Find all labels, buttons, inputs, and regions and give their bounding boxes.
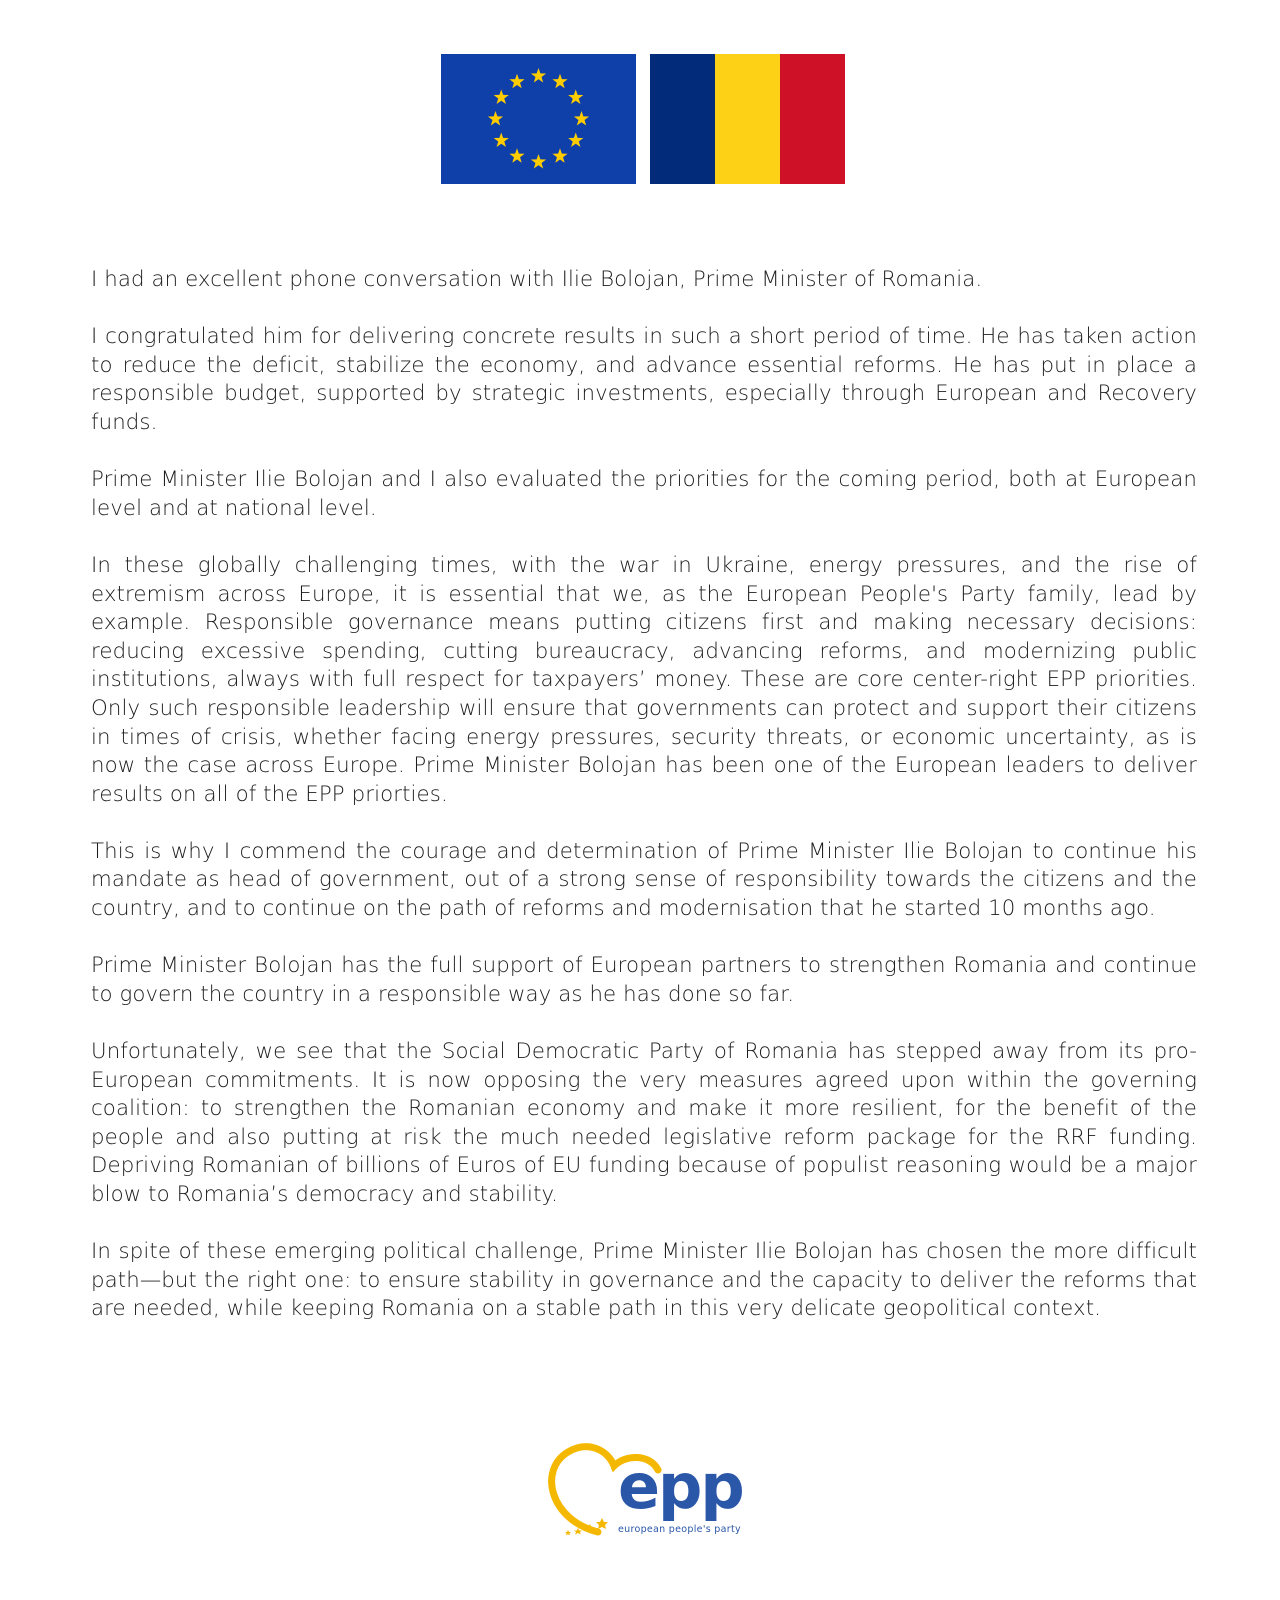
paragraph-priorities: Prime Minister Ilie Bolojan and I also evaluated the priorities for the coming period, both at European level and at national level. xyxy=(91,467,1197,521)
eu-stars xyxy=(441,54,636,184)
eu-star-icon xyxy=(574,111,589,125)
eu-star-icon xyxy=(552,74,567,88)
paragraph-intro: I had an excellent phone conversation with Ilie Bolojan, Prime Minister of Romania. xyxy=(91,267,983,292)
romania-flag-red-stripe xyxy=(780,54,845,184)
romania-flag-yellow-stripe xyxy=(715,54,780,184)
eu-star-icon xyxy=(552,148,567,162)
paragraph-conclusion: In spite of these emerging political challenge, Prime Minister Ilie Bolojan has chosen the more difficult path—but the right one: to ensure stability in governance and the capacity to deliver the reforms that are needed, while keeping Romania on a stable path in this very delicate geopolitical context. xyxy=(91,1239,1197,1322)
epp-logo xyxy=(540,1440,760,1550)
eu-star-icon xyxy=(568,133,583,147)
paragraph-support: Prime Minister Bolojan has the full support of European partners to strengthen Romania and continue to govern the country in a responsible way as he has done so far. xyxy=(91,953,1197,1007)
eu-star-icon xyxy=(531,154,546,168)
paragraph-challenging-times: In these globally challenging times, with the war in Ukraine, energy pressures, and the rise of extremism across Europe, it is essential that we, as the European People's Party family, lead by example. Responsible governance means putting citizens first and making necessary decisions: reducing excessive spending, cutting bureaucracy, advancing reforms, and modernizing public institutions, always with full respect for taxpayers’ money. These are core center-right EPP priorities. Only such responsible leadership will ensure that governments can protect and support their citizens in times of crisis, whether facing energy pressures, security threats, or economic uncertainty, as is now the case across Europe. Prime Minister Bolojan has been one of the European leaders to deliver results on all of the EPP priorties. xyxy=(91,552,1197,807)
eu-star-icon xyxy=(509,148,524,162)
eu-star-icon xyxy=(488,111,503,125)
eu-star-icon xyxy=(568,90,583,104)
paragraph-congratulations: I congratulated him for delivering concrete results in such a short period of time. He has taken action to reduce the deficit, stabilize the economy, and advance essential reforms. He has put in place a responsible budget, supported by strategic investments, especially through European and Recovery funds. xyxy=(91,324,1197,435)
paragraph-psd-criticism: Unfortunately, we see that the Social Democratic Party of Romania has stepped away from its pro-European commitments. It is now opposing the very measures agreed upon within the governing coalition: to strengthen the Romanian economy and make it more resilient, for the benefit of the people and also putting at risk the much needed legislative reform package for the RRF funding. Depriving Romanian of billions of Euros of EU funding because of populist reasoning would be a major blow to Romania’s democracy and stability. xyxy=(91,1039,1197,1207)
eu-star-icon xyxy=(494,133,509,147)
epp-tagline: european people's party xyxy=(618,1524,741,1535)
epp-wordmark: epp xyxy=(618,1450,743,1523)
eu-star-icon xyxy=(494,90,509,104)
romania-flag-icon xyxy=(650,54,845,184)
statement-body xyxy=(91,266,1197,1353)
romania-flag-blue-stripe xyxy=(650,54,715,184)
paragraph-commendation: This is why I commend the courage and determination of Prime Minister Ilie Bolojan to continue his mandate as head of government, out of a strong sense of responsibility towards the citizens and the country, and to continue on the path of reforms and modernisation that he started 10 months ago. xyxy=(91,838,1197,922)
eu-star-icon xyxy=(509,74,524,88)
eu-star-icon xyxy=(531,68,546,82)
eu-flag-icon xyxy=(441,54,636,184)
flags-header xyxy=(441,54,845,184)
